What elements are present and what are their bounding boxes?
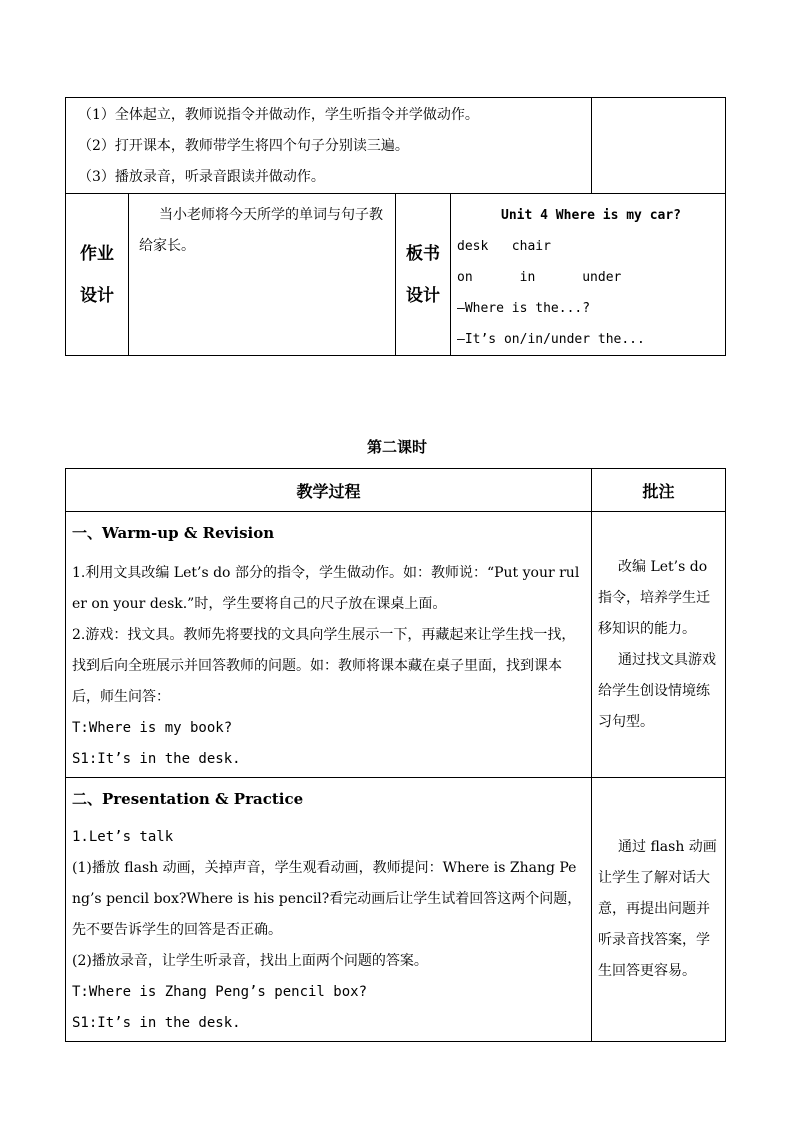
board-label-2: 设计 (406, 285, 440, 306)
board-line-1: desk chair (457, 239, 551, 254)
board-line-4: —It’s on/in/under the... (457, 332, 645, 347)
section-row-1 (66, 512, 726, 778)
teaching-process-table (65, 468, 726, 1042)
steps-cell (66, 98, 592, 194)
section-1-para-3: T:Where is my book? (72, 720, 233, 736)
homework-board-table (65, 97, 726, 356)
section-2-title: 二、Presentation & Practice (72, 790, 304, 808)
section-2-para-2: (1)播放 flash 动画，关掉声音，学生观看动画，教师提问：Where is Zhang Peng’s pencil box?Where is his pencil?看完动画后让学生试着回答这两个问题，先不要告诉学生的回答是否正确。 (72, 860, 582, 938)
board-label-cell (396, 194, 451, 356)
step-1: （1）全体起立，教师说指令并做动作，学生听指令并学做动作。 (78, 107, 479, 123)
step-3: （3）播放录音，听录音跟读并做动作。 (78, 169, 325, 185)
board-content-cell (451, 194, 726, 356)
homework-text: 当小老师将今天所学的单词与句子教给家长。 (139, 207, 383, 254)
header-process: 教学过程 (66, 469, 592, 512)
board-label-1: 板书 (406, 243, 440, 264)
section-2-para-4: T:Where is Zhang Peng’s pencil box? (72, 984, 368, 1000)
steps-notes-cell (592, 98, 726, 194)
section-2-note-1: 通过 flash 动画让学生了解对话大意，再提出问题并听录音找答案，学生回答更容易。 (598, 839, 717, 979)
section-1-content (66, 512, 592, 778)
header-row (66, 469, 726, 512)
header-notes: 批注 (592, 469, 726, 512)
section-1-note-1: 改编 Let’s do 指令，培养学生迁移知识的能力。 (598, 558, 710, 637)
homework-label-cell (66, 194, 129, 356)
homework-row (66, 194, 726, 356)
section-2-para-5: S1:It’s in the desk. (72, 1015, 241, 1031)
step-2: （2）打开课本，教师带学生将四个句子分别读三遍。 (78, 138, 409, 154)
board-line-2: on in under (457, 270, 622, 285)
section-1-para-1: 1.利用文具改编 Let’s do 部分的指令，学生做动作。如：教师说：“Put your ruler on your desk.”时，学生要将自己的尺子放在课桌上面。 (72, 565, 580, 612)
section-1-para-2: 2.游戏：找文具。教师先将要找的文具向学生展示一下，再藏起来让学生找一找，找到后向全班展示并回答教师的问题。如：教师将课本藏在桌子里面，找到课本后，师生问答： (72, 627, 576, 705)
section-1-notes (592, 512, 726, 778)
section-1-para-4: S1:It’s in the desk. (72, 751, 241, 767)
section-1-note-2: 通过找文具游戏给学生创设情境练习句型。 (598, 651, 716, 730)
section-1-title: 一、Warm-up & Revision (72, 524, 275, 542)
homework-label-1: 作业 (80, 243, 114, 264)
section-2-content (66, 778, 592, 1042)
section-2-para-1: 1.Let’s talk (72, 829, 174, 845)
section-2-para-3: (2)播放录音，让学生听录音，找出上面两个问题的答案。 (72, 953, 428, 969)
homework-text-cell (129, 194, 396, 356)
section-2-notes (592, 778, 726, 1042)
board-line-3: —Where is the...? (457, 301, 591, 316)
lesson-title: 第二课时 (366, 438, 427, 456)
section-row-2 (66, 778, 726, 1042)
steps-row (66, 98, 726, 194)
homework-label-2: 设计 (80, 285, 114, 306)
board-title: Unit 4 Where is my car? (501, 208, 682, 223)
